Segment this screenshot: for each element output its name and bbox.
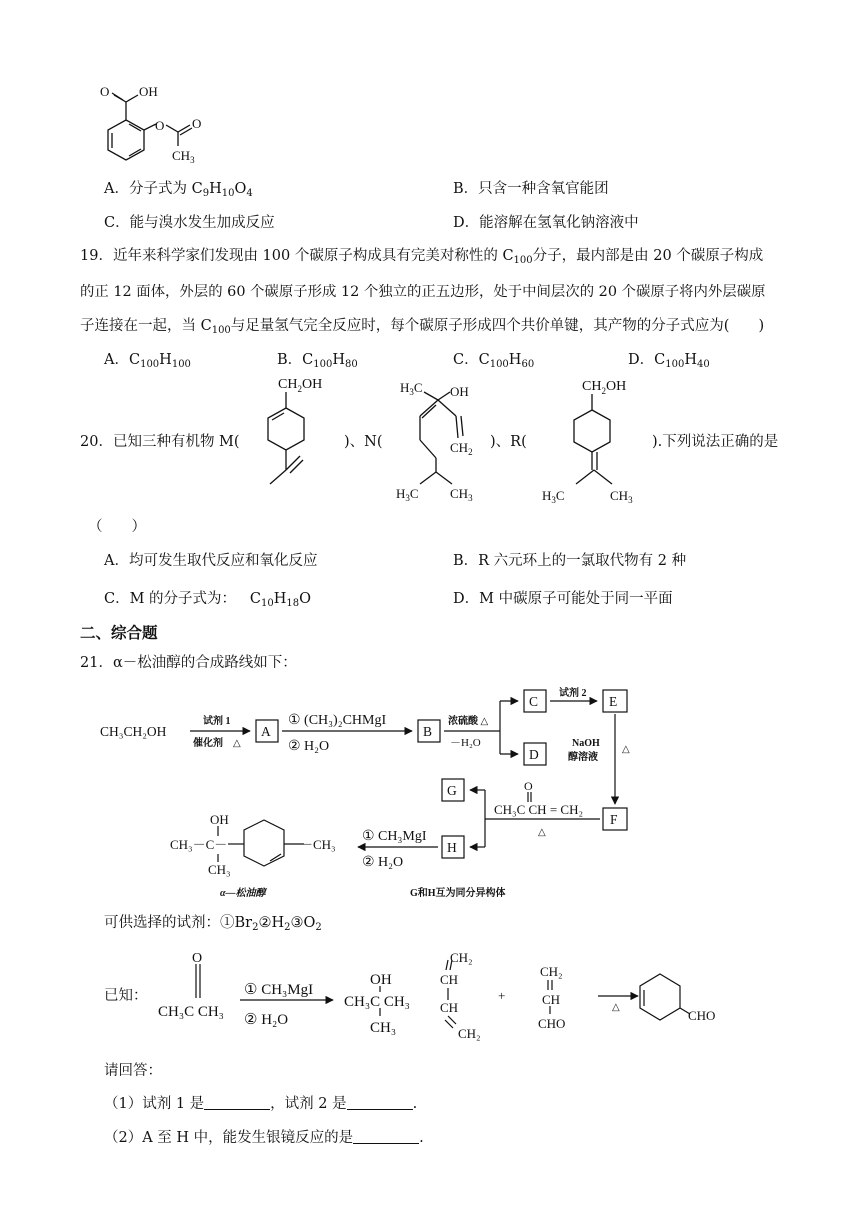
scheme-reagent1: 试剂 1: [203, 716, 231, 727]
known-plus: +: [498, 988, 506, 1003]
scheme-label-gh: G和H互为同分异构体: [410, 888, 506, 899]
answer-blank-reagent2[interactable]: [347, 1095, 413, 1110]
q18-option-a[interactable]: A．分子式为 $C_9H_{10}O_4$: [104, 181, 253, 199]
q20-r-h3c: $H_3C$: [542, 488, 565, 505]
scheme-delta-1: △: [233, 738, 241, 749]
q20-option-a[interactable]: A．均可发生取代反应和氧化反应: [104, 553, 318, 569]
q19-line-2: 的正 12 面体，外层的 60 个碳原子形成 12 个独立的正五边形，处于中间层次的 20 个碳原子将内外层碳原: [80, 284, 766, 300]
q20-n-h3c-top: $H_3C$: [400, 380, 423, 397]
known-oh: OH: [370, 972, 392, 988]
answer-blank-reagent1[interactable]: [204, 1095, 270, 1110]
scheme-label-terpineol: α—松油醇: [220, 888, 266, 899]
q21-reagents: 可供选择的试剂：$①Br_2②H_2③O_2$: [104, 915, 322, 933]
q20-structure-n: [390, 376, 500, 506]
q18-option-d[interactable]: D．能溶解在氢氧化钠溶液中: [453, 215, 639, 231]
known-step1: ① CH₃MgI: [244, 982, 314, 998]
known-diene-1: CH₂: [450, 950, 473, 965]
scheme-terp-ch3c: CH₃－C－: [170, 837, 228, 852]
q18-aspirin-structure: [88, 80, 228, 180]
scheme-h-step2: ② H₂O: [362, 855, 404, 870]
q20-option-b[interactable]: B．R 六元环上的一氯取代物有 2 种: [453, 553, 687, 569]
q19-option-b[interactable]: B．$C_{100}H_{80}$: [277, 352, 358, 370]
section-title-2: 二、综合题: [80, 625, 158, 642]
scheme-box-b: B: [423, 724, 433, 739]
scheme-box-g: G: [447, 783, 457, 798]
q18-o-3: O: [192, 116, 202, 131]
scheme-box-h: H: [447, 840, 457, 855]
q21-known-reactions: [158, 948, 738, 1048]
q19-line-1: 19．近年来科学家们发现由 100 个碳原子构成具有完美对称性的 $C_{100}$分子，最内部是由 20 个碳原子构成: [80, 248, 764, 266]
q20-n-oh: OH: [450, 384, 469, 399]
q18-ch3: $CH_3$: [172, 148, 195, 165]
q21-part-2: （2）A 至 H 中，能发生银镜反应的是 .: [104, 1130, 424, 1146]
q20-tail: ).下列说法正确的是: [652, 434, 779, 450]
q21-intro: 21．α－松油醇的合成路线如下：: [80, 655, 297, 671]
q20-sep-r: )、R(: [490, 434, 527, 450]
q20-n-h3c-bottom: $H_3C$: [396, 486, 419, 503]
q20-m-ch2oh: $CH_2OH$: [278, 377, 323, 394]
scheme-catalyst: 催化剂: [193, 738, 223, 749]
scheme-terp-ch3r: －CH₃: [300, 837, 336, 852]
scheme-vinyl-o: O: [524, 779, 533, 793]
scheme-reagent2: 试剂 2: [559, 688, 587, 699]
known-diene-2: CH: [440, 972, 459, 987]
q20-structure-r: [536, 372, 656, 512]
scheme-step2: ② H₂O: [288, 739, 330, 754]
q19-option-a[interactable]: A．$C_{100}H_{100}$: [104, 352, 191, 370]
q20-structure-m: [248, 372, 348, 512]
known-step2: ② H₂O: [244, 1012, 289, 1028]
q21-part-1: （1）试剂 1 是 ，试剂 2 是 .: [104, 1096, 418, 1112]
scheme-step1: ① (CH₃)₂CHMgI: [288, 713, 387, 728]
q19-option-d[interactable]: D．$C_{100}H_{40}$: [628, 352, 710, 370]
scheme-terp-oh: OH: [210, 812, 229, 827]
scheme-vinyl-ketone: CH₃C CH = CH₂: [494, 802, 583, 817]
q20-option-c[interactable]: C．M 的分子式为： $C_{10}H_{18}O$: [104, 591, 312, 609]
known-o: O: [192, 951, 203, 966]
q20-n-ch3: $CH_3$: [450, 486, 473, 503]
q19-line-3: 子连接在一起，当 $C_{100}$与足量氢气完全反应时，每个碳原子形成四个共价单键，其产物的分子式应为( ): [80, 318, 765, 336]
known-delta: △: [612, 1002, 620, 1013]
known-acrolein-2: CH: [542, 992, 561, 1007]
q21-synthesis-scheme: [100, 684, 660, 904]
q18-option-b[interactable]: B．只含一种含氧官能团: [453, 181, 609, 197]
q20-option-d[interactable]: D．M 中碳原子可能处于同一平面: [453, 591, 673, 607]
answer-blank-silver-mirror[interactable]: [353, 1129, 419, 1144]
scheme-ethanol: CH₃CH₂OH: [100, 724, 167, 739]
scheme-box-d: D: [529, 747, 539, 762]
known-ch3b: CH₃: [370, 1020, 397, 1036]
known-diene-3: CH: [440, 1000, 459, 1015]
q20-answer-paren: （ ）: [88, 519, 146, 535]
scheme-minus-water: －H₂O: [450, 737, 481, 749]
known-cho: CHO: [688, 1008, 716, 1023]
scheme-terp-ch3b: CH₃: [208, 862, 231, 877]
scheme-box-c: C: [529, 694, 539, 709]
q19-option-c[interactable]: C．$C_{100}H_{60}$: [453, 352, 535, 370]
scheme-box-f: F: [610, 812, 618, 827]
scheme-alc: 醇溶液: [568, 752, 598, 763]
q18-o-2: O: [155, 118, 165, 133]
q20-r-ch3: $CH_3$: [610, 488, 633, 505]
q20-n-ch2: $CH_2$: [450, 440, 473, 457]
q18-option-c[interactable]: C．能与溴水发生加成反应: [104, 215, 275, 231]
q21-known-label: 已知：: [104, 988, 148, 1004]
known-diene-4: CH₂: [458, 1026, 481, 1041]
q21-ask: 请回答：: [104, 1063, 162, 1079]
scheme-acid: 浓硫酸 △: [448, 716, 489, 727]
q18-oh: OH: [139, 84, 158, 99]
scheme-naoh: NaOH: [572, 738, 600, 749]
scheme-h-step1: ① CH₃MgI: [362, 829, 427, 844]
scheme-box-e: E: [609, 694, 618, 709]
q20-sep-n: )、N(: [344, 434, 383, 450]
scheme-delta-3: △: [538, 827, 546, 838]
known-acrolein-3: CHO: [538, 1016, 566, 1031]
scheme-box-a: A: [261, 724, 271, 739]
known-acetone: CH₃C CH₃: [158, 1004, 224, 1020]
q20-lead: 20．已知三种有机物 M(: [80, 434, 240, 450]
scheme-delta-2: △: [622, 744, 630, 755]
known-ch3cch3: CH₃C CH₃: [344, 994, 410, 1010]
q18-o-1: O: [100, 84, 110, 99]
known-acrolein-1: CH₂: [540, 964, 563, 979]
q20-r-ch2oh: $CH_2OH$: [582, 379, 627, 396]
